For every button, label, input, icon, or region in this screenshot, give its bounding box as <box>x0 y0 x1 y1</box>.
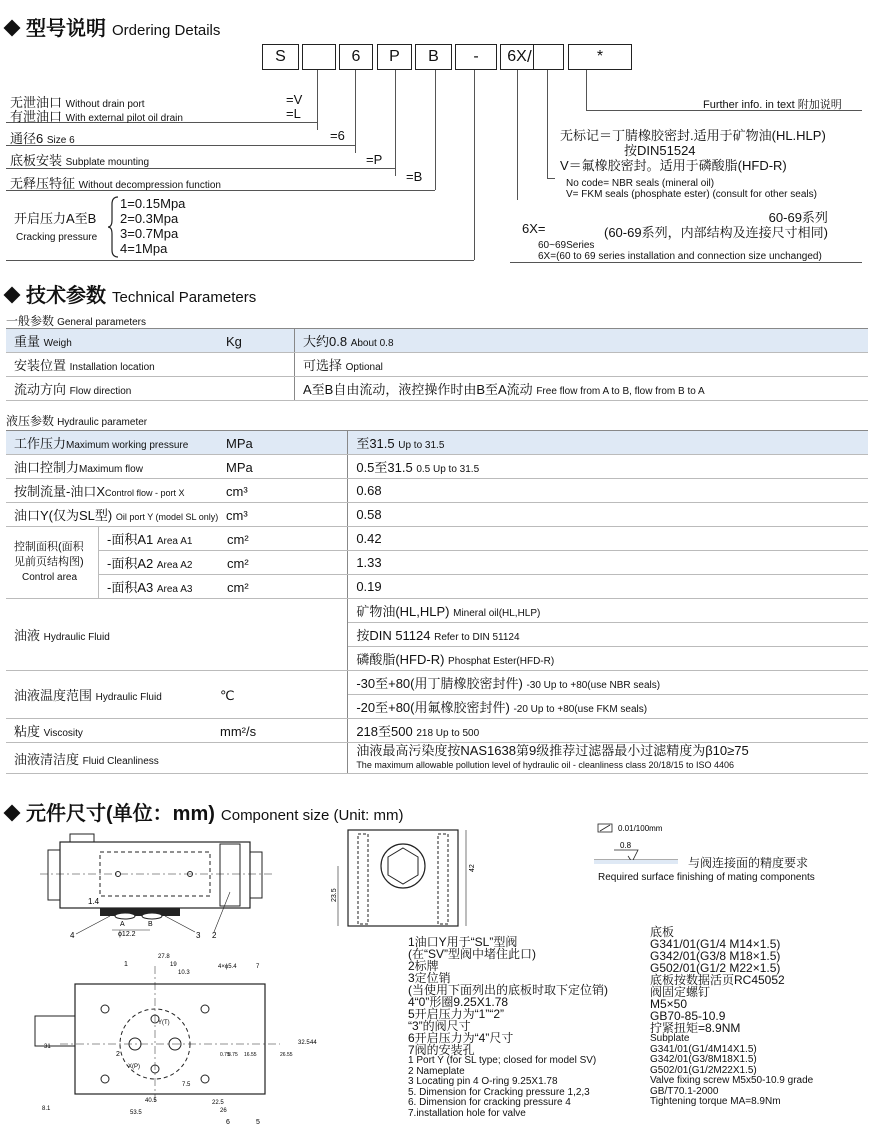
surface-requirement-en: Required surface finishing of mating components <box>598 872 815 883</box>
flatness-label: 0.01/100mm <box>618 824 663 833</box>
dim-label: 23.5 <box>331 888 338 902</box>
cracking-options <box>120 196 185 256</box>
table-row: 粘度 Viscosity mm²/s 218至500 218 Up to 500 <box>6 719 868 743</box>
note-line: G341/01(G1/4M14X1.5) <box>650 1043 757 1055</box>
dim-label: B <box>148 921 153 928</box>
note-line: 底板按数据活页RC45052 <box>650 973 785 987</box>
code-slash: / <box>527 47 532 66</box>
table-row: 按制流量-油口XControl flow - port X cm³ 0.68 <box>6 479 868 503</box>
note-line: G502/01(G1/2 M22×1.5) <box>650 961 781 975</box>
dim-label: 42 <box>469 864 476 872</box>
divider-line <box>6 260 474 261</box>
seal-description-en: No code= NBR seals (mineral oil) V= FKM seals (phosphate ester) (consult for other seals) <box>566 178 817 200</box>
component-section-title: 元件尺寸(单位：mm) Component size (Unit: mm) <box>6 797 403 826</box>
subplate-code: =P <box>366 152 383 167</box>
seal-description: 无标记＝丁腈橡胶密封.适用于矿物油(HL.HLP) 按DIN51524 V＝氟橡胶密封。适用于磷酸脂(HFD-R) <box>560 128 826 173</box>
decomp-code: =B <box>406 169 423 184</box>
cracking-option: 4=1Mpa <box>120 241 168 256</box>
drain-none-label: 无泄油口 Without drain port <box>10 95 145 110</box>
table-row: 重量 Weigh Kg 大约0.8 About 0.8 <box>6 329 868 353</box>
valve-mounting-face-drawing <box>30 944 330 1134</box>
dim-label: Y(T) <box>158 1020 170 1026</box>
code-box: * <box>568 44 632 70</box>
table-row: 油口Y(仅为SL型) Oil port Y (model SL only) cm³ 0.58 <box>6 503 868 527</box>
size-code: =6 <box>330 128 345 143</box>
dim-label: 16.55 <box>244 1052 257 1058</box>
drain-ext-label: 有泄油口 With external pilot oil drain <box>10 109 183 124</box>
callout-label: 5 <box>256 1119 260 1126</box>
general-parameters-table <box>6 328 868 401</box>
note-line: G341/01(G1/4 M14×1.5) <box>650 937 781 951</box>
note-line: G342/01(G3/8M18X1.5) <box>650 1054 757 1065</box>
code-box: - <box>455 44 497 70</box>
note-line: “3”的阀尺寸 <box>408 1019 471 1033</box>
series-description-en: 60~69Series 6X=(60 to 69 series installation and connection size unchanged) <box>538 240 822 262</box>
leader-line <box>547 70 548 178</box>
dim-label: 4×ϕ5.4 <box>218 964 237 970</box>
note-line: 2标牌 <box>408 959 439 973</box>
dim-label: 1.4 <box>88 897 100 906</box>
table-row: 按DIN 51124 Refer to DIN 51124 <box>6 623 868 647</box>
table-row: 油液清洁度 Fluid Cleanliness 油液最高污染度按NAS1638第9级推荐过滤器最小过滤精度为β10≥75 The maximum allowable pollution level of hydraulic oil - cleanliness class 20/18/15 to ISO 4406 <box>6 743 868 774</box>
callout-label: 3 <box>196 931 201 940</box>
leader-line <box>474 70 475 260</box>
note-line: (当使用下面列出的底板时取下定位销) <box>408 983 608 997</box>
dim-label: A <box>120 921 125 928</box>
subplate-label: 底板安装 Subplate mounting <box>10 153 150 168</box>
drawing-notes <box>408 936 608 1119</box>
surface-requirement-cn: 与阀连接面的精度要求 <box>688 856 809 870</box>
decomp-label: 无释压特征 Without decompression function <box>10 176 221 191</box>
dim-label: 26.55 <box>280 1052 293 1058</box>
note-line: G502/01(G1/2M22X1.5) <box>650 1064 757 1076</box>
callout-label: 6 <box>226 1119 230 1126</box>
cracking-cn-label: 开启压力A至B <box>14 211 97 226</box>
callout-label: 2 <box>212 931 217 940</box>
note-line: 3定位销 <box>408 971 451 985</box>
dim-label: 32.5 <box>298 1040 310 1046</box>
brace-icon <box>108 196 120 258</box>
roughness-label: 0.8 <box>620 841 632 850</box>
table-row: -面积A2 Area A2 cm² 1.33 <box>6 551 868 575</box>
drain-ext-code: =L <box>286 106 301 121</box>
dim-label: 27.8 <box>158 954 170 960</box>
diamond-bullet-icon <box>4 287 21 304</box>
dim-label: 7.5 <box>182 1082 191 1088</box>
dim-label: 7 <box>256 964 260 970</box>
note-line: GB/T70.1-2000 <box>650 1085 719 1097</box>
table-row: 流动方向 Flow direction A至B自由流动，液控操作时由B至A流动 Free flow from A to B, flow from B to A <box>6 377 868 401</box>
table-row: 油口控制力Maximum flow MPa 0.5至31.5 0.5 Up to 31.5 <box>6 455 868 479</box>
subplate-notes <box>650 926 813 1108</box>
valve-side-view-drawing <box>318 824 478 934</box>
callout-label: 4 <box>70 931 75 940</box>
code-box: 6X <box>500 44 534 70</box>
dim-label: 44 <box>310 1040 317 1046</box>
leader-line <box>517 70 518 200</box>
technical-section-title: 技术参数 Technical Parameters <box>6 279 256 308</box>
code-box <box>534 44 564 70</box>
code-box: 6 <box>339 44 373 70</box>
dim-label: 0.75 <box>220 1052 230 1058</box>
note-line: 7.installation hole for valve <box>408 1107 526 1119</box>
hydraulic-parameters-table <box>6 430 868 774</box>
note-line: 7阀的安装孔 <box>408 1043 475 1057</box>
general-parameters-heading: 一般参数 General parameters <box>6 314 147 328</box>
dim-label: 8.75 <box>228 1052 238 1058</box>
dim-label: ϕ12.2 <box>118 931 136 938</box>
size-label: 通径6 Size 6 <box>10 131 75 146</box>
note-line: 阀固定螺钉 <box>650 985 711 999</box>
note-line: 3 Locating pin 4 O-ring 9.25X1.78 <box>408 1076 558 1087</box>
note-line: 5开启压力为“1”“2” <box>408 1007 505 1021</box>
note-line: 底板 <box>650 925 675 939</box>
code-box: P <box>377 44 412 70</box>
note-line: 6开启压力为“4”尺寸 <box>408 1031 514 1045</box>
note-line: (在“SV”型阀中堵住此口) <box>408 947 536 961</box>
ordering-section-title: 型号说明 Ordering Details <box>6 12 220 41</box>
dim-label: 53.5 <box>130 1110 142 1116</box>
drain-none-code: =V <box>286 92 303 107</box>
cracking-option: 2=0.3Mpa <box>120 211 179 226</box>
divider-line <box>510 262 862 263</box>
note-line: Valve fixing screw M5x50-10.9 grade <box>650 1075 814 1086</box>
code-box: B <box>415 44 452 70</box>
series-label: 6X= <box>522 221 546 236</box>
table-row: 磷酸脂(HFD-R) Phosphat Ester(HFD-R) <box>6 647 868 671</box>
leader-line <box>586 70 587 110</box>
callout-label: 2 <box>116 1051 120 1058</box>
table-row: 安装位置 Installation location 可选择 Optional <box>6 353 868 377</box>
note-line: 4“0”形圈9.25X1.78 <box>408 995 509 1009</box>
table-row: -20至+80(用氟橡胶密封件) -20 Up to +80(use FKM seals) <box>6 695 868 719</box>
code-box: S <box>262 44 299 70</box>
note-line: Tightening torque MA=8.9Nm <box>650 1096 781 1107</box>
note-line: 2 Nameplate <box>408 1065 465 1077</box>
table-row: 油液 Hydraulic Fluid 矿物油(HL,HLP) Mineral oil(HL,HLP) <box>6 599 868 623</box>
valve-top-view-drawing <box>40 822 280 942</box>
hydraulic-parameters-heading: 液压参数 Hydraulic parameter <box>6 414 148 428</box>
diamond-bullet-icon <box>4 805 21 822</box>
dim-label: 31 <box>44 1044 51 1050</box>
dim-label: 19 <box>170 962 177 968</box>
further-info: Further info. in text 附加说明 <box>703 99 842 111</box>
table-row: 油液温度范围 Hydraulic Fluid ℃ -30至+80(用丁腈橡胶密封件) -30 Up to +80(use NBR seals) <box>6 671 868 695</box>
leader-line <box>547 178 555 179</box>
leader-line <box>395 70 396 176</box>
diamond-bullet-icon <box>4 20 21 37</box>
dim-label: 10.3 <box>178 970 190 976</box>
series-description: 60-69系列 (60-69系列，内部结构及连接尺寸相同) <box>604 210 828 240</box>
cracking-option: 3=0.7Mpa <box>120 226 179 241</box>
leader-line <box>355 70 356 153</box>
dim-label: 8.1 <box>42 1106 51 1112</box>
note-line: GB70-85-10.9 <box>650 1009 726 1023</box>
note-line: G342/01(G3/8 M18×1.5) <box>650 949 781 963</box>
note-line: 1 Port Y (for SL type; closed for model SV) <box>408 1055 597 1066</box>
note-line: 1油口Y用于“SL”型阀 <box>408 935 518 949</box>
table-row: 控制面积(面积见前页结构图) Control area -面积A1 Area A1 cm² 0.42 <box>6 527 868 551</box>
callout-label: 1 <box>124 961 128 968</box>
leader-line <box>435 70 436 190</box>
note-line: Subplate <box>650 1033 690 1044</box>
cracking-option: 1=0.15Mpa <box>120 196 186 211</box>
dim-label: X(P) <box>128 1064 140 1070</box>
note-line: 5. Dimension for Cracking pressure 1,2,3 <box>408 1086 590 1098</box>
note-line: 6. Dimension for cracking pressure 4 <box>408 1097 571 1108</box>
note-line: 拧紧扭矩=8.9NM <box>650 1021 741 1035</box>
table-row: -面积A3 Area A3 cm² 0.19 <box>6 575 868 599</box>
dim-label: 40.5 <box>145 1098 157 1104</box>
table-row: 工作压力Maximum working pressure MPa 至31.5 Up to 31.5 <box>6 431 868 455</box>
surface-finish-symbol <box>590 822 680 872</box>
dim-label: 22.5 <box>212 1100 224 1106</box>
leader-line <box>317 70 318 130</box>
note-line: M5×50 <box>650 997 688 1011</box>
cracking-en-label: Cracking pressure <box>16 232 98 243</box>
dim-label: 26 <box>220 1108 227 1114</box>
control-area-cn: 控制面积(面积见前页结构图) <box>14 541 84 568</box>
code-box <box>302 44 336 70</box>
